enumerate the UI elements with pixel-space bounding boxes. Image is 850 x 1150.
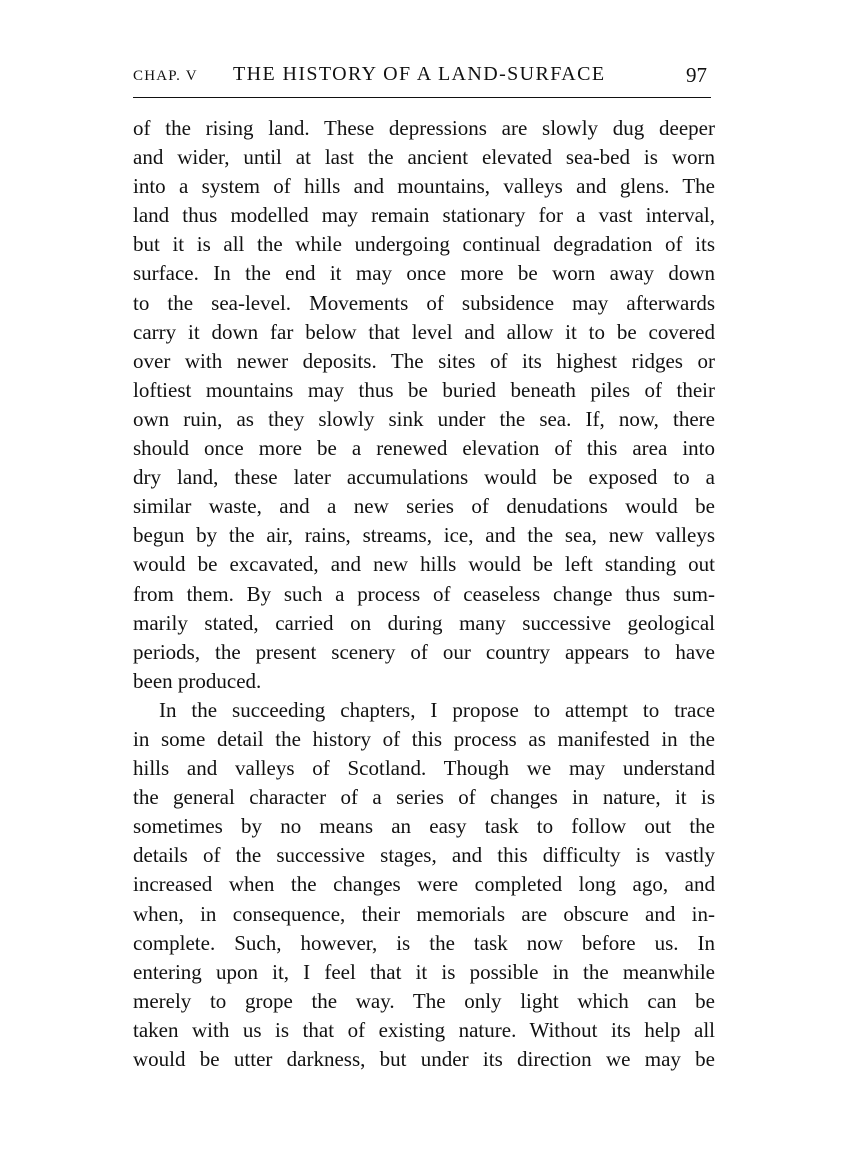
text-line: surface. In the end it may once more be worn away down bbox=[133, 261, 715, 286]
text-line: would be excavated, and new hills would be left standing out bbox=[133, 552, 715, 577]
text-line: from them. By such a process of ceaseless change thus sum- bbox=[133, 581, 715, 606]
text-line: would be utter darkness, but under its direction we may be bbox=[133, 1047, 715, 1071]
text-line: to the sea-level. Movements of subsidence may afterwards bbox=[133, 290, 715, 315]
text-line: and wider, until at last the ancient elevated sea-bed is worn bbox=[133, 145, 715, 170]
text-line: increased when the changes were completed long ago, and bbox=[133, 872, 715, 897]
text-line: over with newer deposits. The sites of its highest ridges or bbox=[133, 348, 715, 373]
running-head bbox=[133, 60, 711, 90]
text-line: merely to grope the way. The only light which can be bbox=[133, 988, 715, 1013]
text-line: details of the successive stages, and this difficulty is vastly bbox=[133, 843, 715, 868]
text-line: begun by the air, rains, streams, ice, and the sea, new valleys bbox=[133, 523, 715, 548]
text-line: sometimes by no means an easy task to follow out the bbox=[133, 814, 715, 839]
body-text bbox=[133, 114, 715, 1074]
text-line: been produced. bbox=[133, 668, 262, 693]
text-line: the general character of a series of changes in nature, it is bbox=[133, 785, 715, 810]
text-line: land thus modelled may remain stationary for a vast interval, bbox=[133, 203, 715, 228]
page-number: 97 bbox=[686, 63, 707, 87]
chapter-title: THE HISTORY OF A LAND-SURFACE bbox=[233, 63, 606, 85]
text-line: when, in consequence, their memorials are obscure and in- bbox=[133, 901, 715, 926]
text-line: but it is all the while undergoing continual degradation of its bbox=[133, 232, 715, 257]
paragraph-2 bbox=[133, 696, 715, 1074]
text-line: dry land, these later accumulations would be exposed to a bbox=[133, 465, 715, 490]
text-line: should once more be a renewed elevation of this area into bbox=[133, 436, 715, 461]
text-line: complete. Such, however, is the task now before us. In bbox=[133, 930, 715, 955]
text-line: into a system of hills and mountains, valleys and glens. The bbox=[133, 174, 715, 199]
text-line: similar waste, and a new series of denudations would be bbox=[133, 494, 715, 519]
text-line: entering upon it, I feel that it is possible in the meanwhile bbox=[133, 959, 715, 984]
text-line: loftiest mountains may thus be buried beneath piles of their bbox=[133, 377, 715, 402]
text-line: In the succeeding chapters, I propose to attempt to trace bbox=[159, 697, 715, 722]
text-line: of the rising land. These depressions are slowly dug deeper bbox=[133, 116, 715, 140]
text-line: carry it down far below that level and allow it to be covered bbox=[133, 319, 715, 344]
paragraph-1 bbox=[133, 114, 715, 696]
text-line: periods, the present scenery of our country appears to have bbox=[133, 639, 715, 664]
chapter-label: CHAP. V bbox=[133, 68, 198, 84]
header-rule bbox=[133, 97, 711, 98]
text-line: own ruin, as they slowly sink under the sea. If, now, there bbox=[133, 406, 715, 431]
text-line: marily stated, carried on during many successive geological bbox=[133, 610, 715, 635]
text-line: hills and valleys of Scotland. Though we may understand bbox=[133, 756, 715, 781]
text-line: in some detail the history of this process as manifested in the bbox=[133, 726, 715, 751]
text-line: taken with us is that of existing nature. Without its help all bbox=[133, 1017, 715, 1042]
